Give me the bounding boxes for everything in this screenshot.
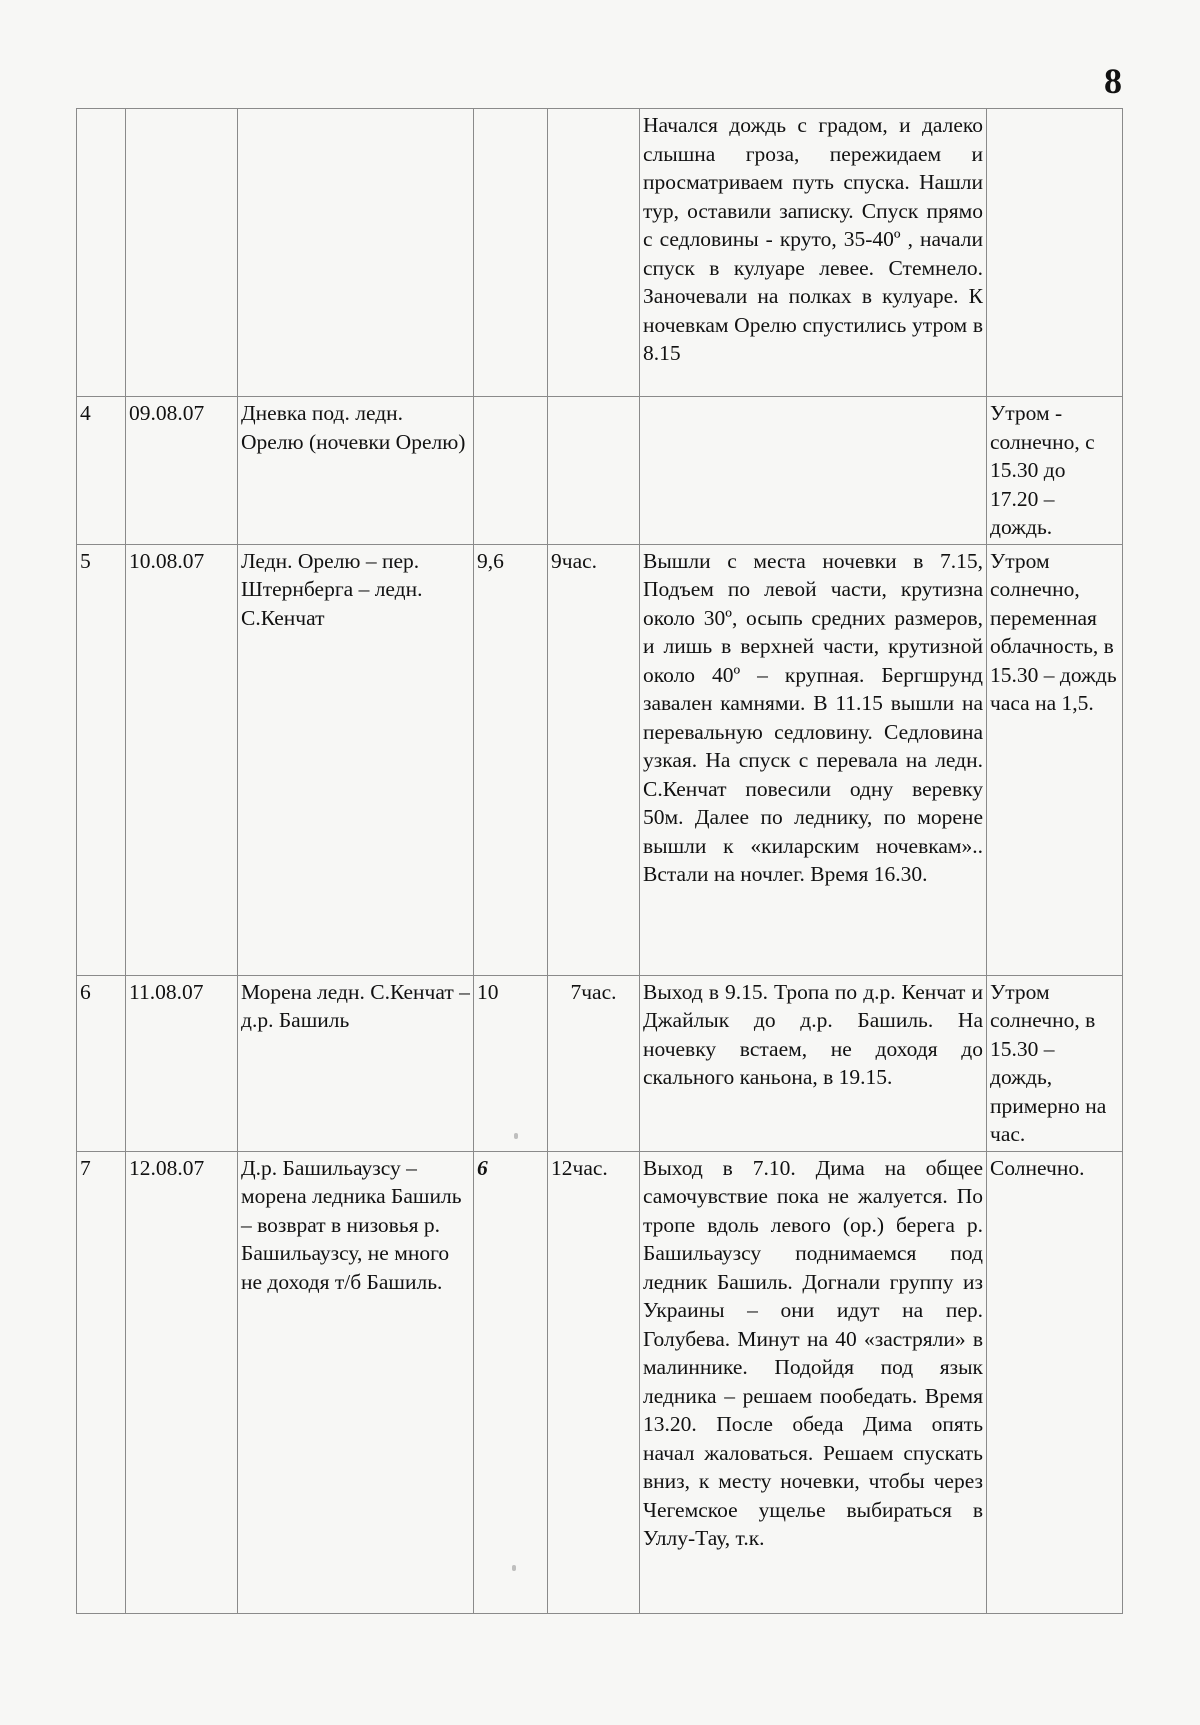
- date-cell: [126, 109, 238, 397]
- time-cell: [548, 397, 640, 545]
- day-number-cell: 5: [77, 544, 126, 975]
- route-cell: Морена ледн. С.Кенчат – д.р. Башиль: [238, 975, 474, 1151]
- table-row: [77, 109, 1123, 397]
- distance-cell: [474, 397, 548, 545]
- scan-speck: [512, 1565, 516, 1571]
- table-row: [77, 975, 1123, 1151]
- description-cell: [640, 397, 987, 545]
- distance-cell: 10: [474, 975, 548, 1151]
- weather-cell: [987, 109, 1123, 397]
- route-cell: Д.р. Башильаузсу – морена ледника Башиль – возврат в низовья р. Башильаузсу, не много не доходя т/б Башиль.: [238, 1151, 474, 1613]
- weather-cell: Утром солнечно, в 15.30 – дождь, примерно на час.: [987, 975, 1123, 1151]
- page-number: 8: [1104, 61, 1122, 101]
- day-number-cell: [77, 109, 126, 397]
- time-cell: 9час.: [548, 544, 640, 975]
- route-cell: [238, 109, 474, 397]
- weather-cell: Утром солнечно, переменная облачность, в 15.30 – дождь часа на 1,5.: [987, 544, 1123, 975]
- distance-cell: 9,6: [474, 544, 548, 975]
- description-cell: Выход в 7.10. Дима на общее самочувствие пока не жалуется. По тропе вдоль левого (ор.) берега р. Башильаузсу поднимаемся под ледник Башиль. Догнали группу из Украины – они идут на пер. Голубева. Минут на 40 «застряли» в малиннике. Подойдя под язык ледника – решаем пообедать. Время 13.20. После обеда Дима опять начал жаловаться. Решаем спускать вниз, к месту ночевки, чтобы через Чегемское ущелье выбираться в Уллу-Тау, т.к.: [640, 1151, 987, 1613]
- route-cell: Ледн. Орелю – пер. Штернберга – ледн. С.Кенчат: [238, 544, 474, 975]
- description-cell: Выход в 9.15. Тропа по д.р. Кенчат и Джайлык до д.р. Башиль. На ночевку встаем, не доходя до скального каньона, в 19.15.: [640, 975, 987, 1151]
- weather-cell: Утром - солнечно, с 15.30 до 17.20 – дождь.: [987, 397, 1123, 545]
- description-cell: Вышли с места ночевки в 7.15, Подъем по левой части, крутизна около 30º, осыпь средних размеров, и лишь в верхней части, крутизной около 40º – крупная. Бергшрунд завален камнями. В 11.15 вышли на перевальную седловину. Седловина узкая. На спуск с перевала на ледн. С.Кенчат повесили одну веревку 50м. Далее по леднику, по морене вышли к «киларским ночевкам».. Встали на ночлег. Время 16.30.: [640, 544, 987, 975]
- date-cell: 11.08.07: [126, 975, 238, 1151]
- time-cell: 12час.: [548, 1151, 640, 1613]
- table-row: [77, 1151, 1123, 1613]
- day-number-cell: 4: [77, 397, 126, 545]
- distance-cell: [474, 109, 548, 397]
- day-number-cell: 7: [77, 1151, 126, 1613]
- description-cell: Начался дождь с градом, и далеко слышна гроза, пережидаем и просматриваем путь спуска. Нашли тур, оставили записку. Спуск прямо с седловины - круто, 35-40º , начали спуск в кулуаре левее. Стемнело. Заночевали на полках в кулуаре. К ночевкам Орелю спустились утром в 8.15: [640, 109, 987, 397]
- route-cell: Дневка под. ледн. Орелю (ночевки Орелю): [238, 397, 474, 545]
- table-row: [77, 397, 1123, 545]
- day-number-cell: 6: [77, 975, 126, 1151]
- time-cell: 7час.: [548, 975, 640, 1151]
- date-cell: 09.08.07: [126, 397, 238, 545]
- date-cell: 10.08.07: [126, 544, 238, 975]
- distance-cell: 6: [474, 1151, 548, 1613]
- table-row: [77, 544, 1123, 975]
- weather-cell: Солнечно.: [987, 1151, 1123, 1613]
- date-cell: 12.08.07: [126, 1151, 238, 1613]
- scan-speck: [514, 1133, 518, 1139]
- time-cell: [548, 109, 640, 397]
- route-log-table: [76, 108, 1123, 1614]
